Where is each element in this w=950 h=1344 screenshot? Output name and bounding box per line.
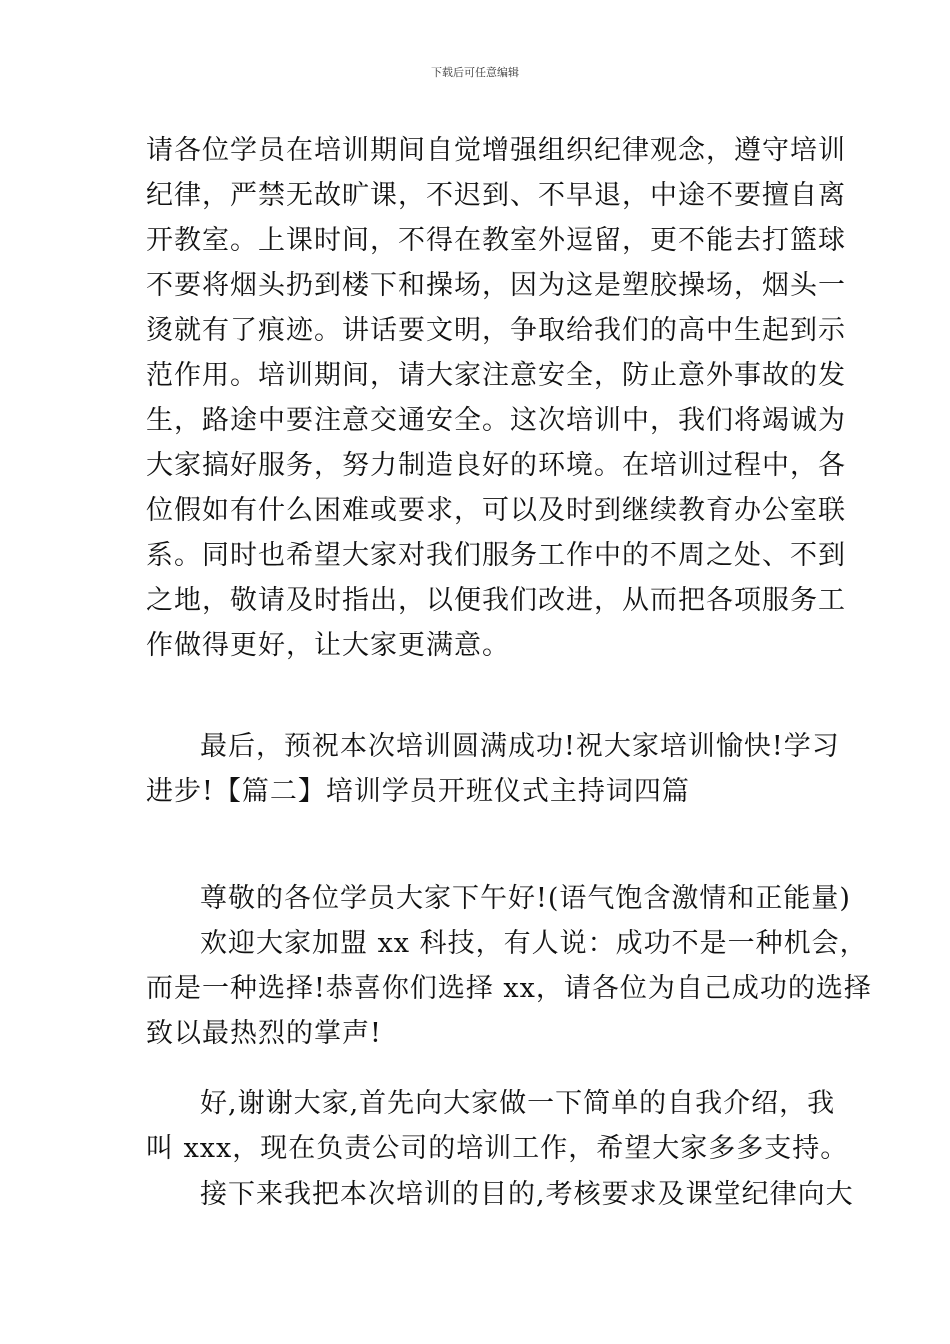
paragraph-closing-wishes	[146, 724, 840, 814]
paragraph-self-introduction	[146, 1081, 849, 1171]
page-header: 下载后可任意编辑	[431, 66, 519, 79]
paragraph-training-discipline	[146, 128, 846, 668]
text-line: 进步!【篇二】培训学员开班仪式主持词四篇	[146, 776, 690, 807]
text-line: 而是一种选择!恭喜你们选择 xx，请各位为自己成功的选择	[146, 973, 872, 1004]
text-line: 纪律，严禁无故旷课，不迟到、不早退，中途不要擅自离	[146, 180, 846, 211]
text-line: 大家搞好服务，努力制造良好的环境。在培训过程中，各	[146, 450, 846, 481]
text-line: 位假如有什么困难或要求，可以及时到继续教育办公室联	[146, 495, 846, 526]
paragraph-training-purpose	[146, 1172, 854, 1217]
paragraph-welcome	[146, 876, 872, 1056]
text-line: 叫 xxx，现在负责公司的培训工作，希望大家多多支持。	[146, 1133, 849, 1164]
text-line: 不要将烟头扔到楼下和操场，因为这是塑胶操场，烟头一	[146, 270, 846, 301]
text-line: 范作用。培训期间，请大家注意安全，防止意外事故的发	[146, 360, 846, 391]
text-line: 好,谢谢大家,首先向大家做一下简单的自我介绍，我	[200, 1088, 836, 1119]
text-line: 欢迎大家加盟 xx 科技，有人说：成功不是一种机会，	[200, 928, 868, 959]
text-line: 之地，敬请及时指出，以便我们改进，从而把各项服务工	[146, 585, 846, 616]
text-line: 致以最热烈的掌声!	[146, 1018, 382, 1049]
text-line: 请各位学员在培训期间自觉增强组织纪律观念，遵守培训	[146, 135, 846, 166]
text-line: 系。同时也希望大家对我们服务工作中的不周之处、不到	[146, 540, 846, 571]
text-line: 开教室。上课时间，不得在教室外逗留，更不能去打篮球	[146, 225, 846, 256]
text-line: 作做得更好，让大家更满意。	[146, 630, 510, 661]
text-line: 最后，预祝本次培训圆满成功!祝大家培训愉快!学习	[200, 731, 840, 762]
text-line: 尊敬的各位学员大家下午好!(语气饱含激情和正能量)	[200, 883, 851, 914]
text-line: 烫就有了痕迹。讲话要文明，争取给我们的高中生起到示	[146, 315, 846, 346]
text-line: 接下来我把本次培训的目的,考核要求及课堂纪律向大	[200, 1179, 854, 1210]
text-line: 生，路途中要注意交通安全。这次培训中，我们将竭诚为	[146, 405, 846, 436]
